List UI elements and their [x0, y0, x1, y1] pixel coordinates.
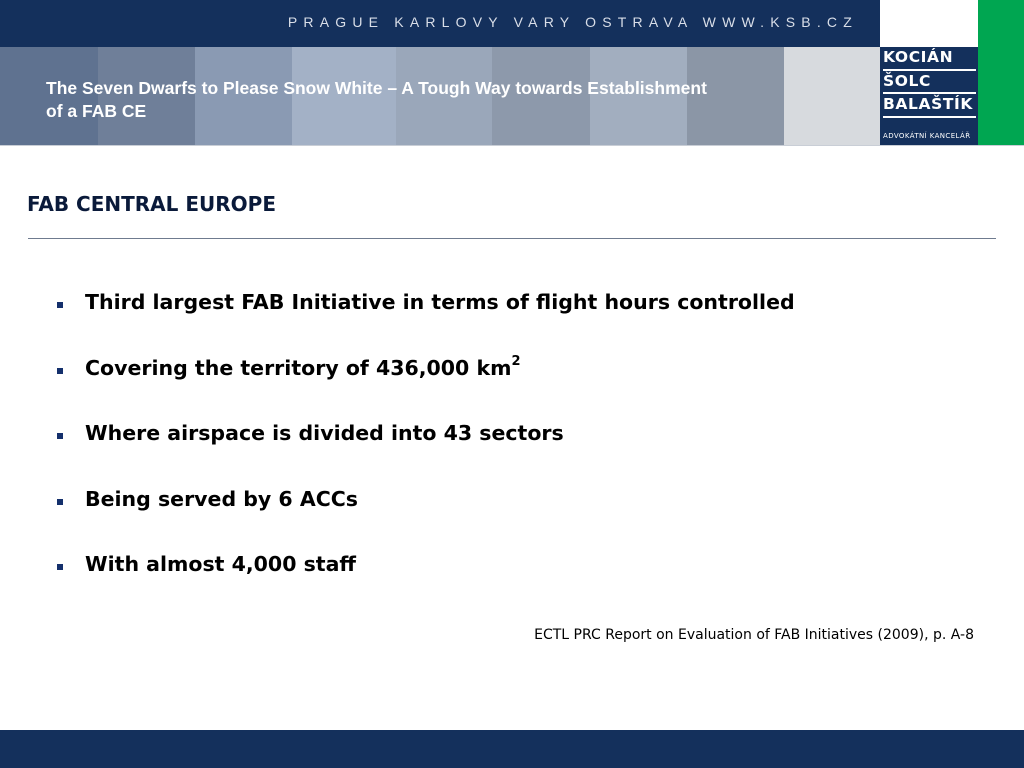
bullet-text: Third largest FAB Initiative in terms of flight hours controlled [85, 290, 795, 314]
bullet-square-icon [57, 499, 63, 505]
logo-top-space [880, 0, 978, 47]
bullet-square-icon [57, 433, 63, 439]
bullet-text: With almost 4,000 staff [85, 552, 357, 576]
slide-title: FAB CENTRAL EUROPE [27, 192, 276, 216]
list-item [57, 290, 795, 356]
logo-line-1: KOCIÁN [883, 48, 954, 66]
logo-rule [883, 69, 976, 71]
bullet-square-icon [57, 368, 63, 374]
firm-logo [880, 0, 978, 145]
source-citation: ECTL PRC Report on Evaluation of FAB Initiatives (2009), p. A-8 [534, 627, 974, 643]
logo-rule [883, 116, 976, 118]
list-item [57, 487, 795, 553]
list-item [57, 552, 795, 618]
bullet-text: Covering the territory of 436,000 $km^2$ [85, 353, 521, 380]
logo-line-3: BALAŠTÍK [883, 95, 973, 113]
list-item [57, 353, 795, 422]
logo-subtitle: ADVOKÁTNÍ KANCELÁŘ [883, 132, 971, 140]
logo-rule [883, 92, 976, 94]
logo-accent-block [978, 0, 1024, 145]
title-underline [28, 238, 996, 239]
presentation-title-line1: The Seven Dwarfs to Please Snow White – A Tough Way towards Establishment [46, 78, 707, 98]
header-divider [0, 145, 1024, 146]
bullet-text: Being served by 6 ACCs [85, 486, 358, 511]
footer-bar [0, 730, 1024, 768]
list-item [57, 421, 795, 487]
bullet-list [57, 290, 795, 618]
city-list: PRAGUE KARLOVY VARY OSTRAVA WWW.KSB.CZ [287, 14, 858, 30]
logo-line-2: ŠOLC [883, 72, 931, 90]
header-bar [0, 0, 880, 47]
presentation-title [46, 77, 826, 123]
bullet-square-icon [57, 564, 63, 570]
bullet-text: Where airspace is divided into 43 sectors [85, 421, 564, 445]
presentation-title-line2: of a FAB CE [46, 101, 147, 121]
bullet-square-icon [57, 302, 63, 308]
